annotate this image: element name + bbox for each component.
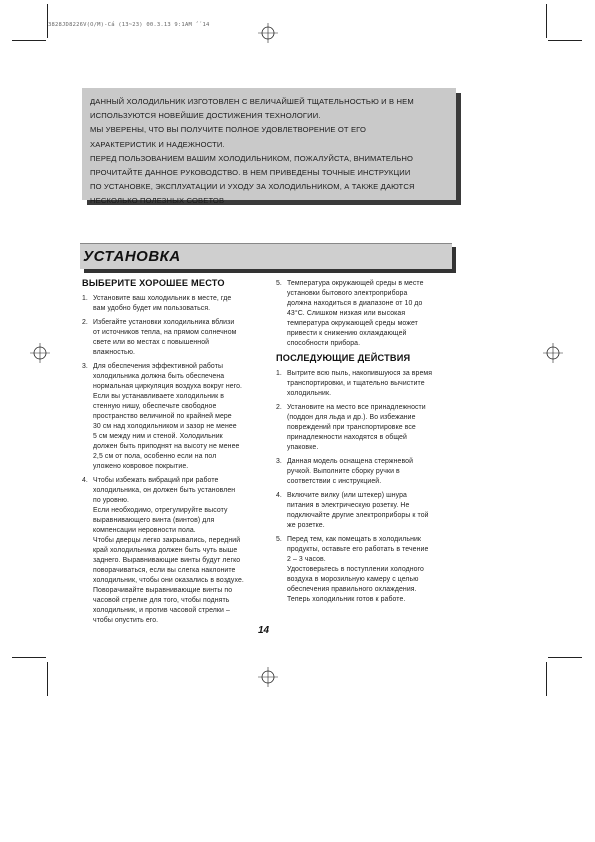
list-item-line: 30 см над холодильником и зазор не менее: [93, 423, 237, 430]
list-item-line: воздуха в морозильную камеру с целью: [287, 576, 419, 583]
crop-mark-bl-h: [12, 657, 46, 658]
crop-mark-tr-h: [548, 40, 582, 41]
list-item-number: 1.: [82, 295, 88, 302]
crop-mark-br-v: [546, 662, 547, 696]
list-item-line: Если вы устанавливаете холодильник в: [93, 393, 225, 400]
list-item-line: чтобы опустить его.: [93, 617, 159, 624]
list-item-line: пространство величиной по крайней мере: [93, 413, 232, 420]
page-number: 14: [258, 625, 270, 636]
crop-mark-tl-v: [47, 4, 48, 38]
list-item-line: часовой стрелке для того, чтобы поднять: [93, 597, 230, 604]
list-item-line: Для обеспечения эффективной работы: [93, 363, 224, 370]
list-item-line: поворачиваться, если вы слегка наклоните: [93, 567, 236, 574]
list-item-number: 4.: [276, 492, 282, 499]
intro-text: [82, 88, 456, 206]
crop-mark-tl-h: [12, 40, 46, 41]
list-item-line: подключайте другие электроприборы к той: [287, 512, 429, 519]
list-item-line: обеспечения правильного охлаждения.: [287, 586, 417, 593]
list-item-line: холодильника, он должен быть установлен: [93, 487, 236, 494]
list-item-line: ручкой. Выполните сборку ручки в: [287, 468, 400, 475]
list-item-line: установки бытового электроприбора: [287, 290, 408, 297]
list-item-line: холодильник, чтобы они оказались в воздухе.: [93, 577, 244, 584]
list-item-line: край холодильника должен быть чуть выше: [93, 547, 238, 554]
crop-mark-tr-v: [546, 4, 547, 38]
list-item-number: 2.: [276, 404, 282, 411]
list-item-line: должна находиться в диапазоне от 10 до: [287, 300, 423, 307]
list-item-line: Удостоверьтесь в поступлении холодного: [287, 566, 424, 573]
list-item-line: заднего. Выравнивающие винты будут легко: [93, 557, 241, 564]
list-item-line: Данная модель оснащена стержневой: [287, 458, 414, 465]
left-column: [82, 278, 272, 630]
intro-line: ПЕРЕД ПОЛЬЗОВАНИЕМ ВАШИМ ХОЛОДИЛЬНИКОМ, ПОЖАЛУЙСТА, ВНИМАТЕЛЬНО: [90, 153, 414, 163]
list-item-number: 2.: [82, 319, 88, 326]
list-item-line: питания в электрическую розетку. Не: [287, 502, 410, 509]
list-item-line: Поворачивайте выравнивающие винты по: [93, 587, 233, 594]
list-item-line: Включите вилку (или штекер) шнура: [287, 492, 407, 499]
list-item: [276, 491, 466, 531]
intro-line: МЫ УВЕРЕНЫ, ЧТО ВЫ ПОЛУЧИТЕ ПОЛНОЕ УДОВЛЕТВОРЕНИЕ ОТ ЕГО: [90, 125, 367, 135]
section-banner: [80, 243, 452, 269]
list-item-line: Установите ваш холодильник в месте, где: [93, 295, 232, 302]
list-item-line: Температура окружающей среды в месте: [287, 280, 424, 287]
list-item-line: 5 см между ним и стеной. Холодильник: [93, 433, 223, 440]
registration-mark-top: [258, 23, 278, 43]
list-item-number: 5.: [276, 280, 282, 287]
list-item-line: упаковке.: [287, 444, 319, 451]
list-item-line: температура окружающей среды может: [287, 320, 418, 327]
after-actions-list: [276, 369, 466, 605]
list-item-line: влажностью.: [93, 349, 135, 356]
list-item-line: уложено ковровое покрытие.: [93, 463, 189, 470]
location-list-continued: [276, 279, 466, 349]
registration-mark-right: [543, 343, 563, 363]
list-item-line: продукты, оставьте его работать в течение: [287, 546, 429, 553]
registration-mark-bottom: [258, 667, 278, 687]
list-item-number: 3.: [276, 458, 282, 465]
list-item-number: 1.: [276, 370, 282, 377]
list-item-line: компенсации неровности пола.: [93, 527, 196, 534]
list-item: [82, 362, 272, 472]
list-item-line: Чтобы дверцы легко закрывались, передний: [93, 537, 241, 544]
intro-line: ДАННЫЙ ХОЛОДИЛЬНИК ИЗГОТОВЛЕН С ВЕЛИЧАЙШЕЙ ТЩАТЕЛЬНОСТЬЮ И В НЕМ: [90, 97, 414, 106]
section-banner-title: УСТАНОВКА: [80, 243, 452, 269]
list-item-line: холодильник.: [287, 390, 332, 397]
list-item-line: холодильник, и против часовой стрелки –: [93, 607, 230, 614]
list-item-line: Вытрите всю пыль, накопившуюся за время: [287, 370, 433, 377]
list-item-line: же розетке.: [287, 522, 325, 529]
list-item-line: от источников тепла, на прямом солнечном: [93, 329, 237, 336]
right-column: [276, 279, 466, 609]
list-item-line: 43°C. Слишком низкая или высокая: [287, 310, 406, 317]
list-item-line: 2 – 3 часов.: [287, 556, 326, 563]
registration-mark-left: [30, 343, 50, 363]
list-item: [276, 279, 466, 349]
list-item-line: транспортировки, и тщательно вычистите: [287, 380, 425, 387]
list-item-line: вам удобно будет им пользоваться.: [93, 305, 211, 312]
list-item: [276, 457, 466, 487]
list-item-line: Установите на место все принадлежности: [287, 404, 426, 411]
list-item-line: должен быть приподнят на высоту не менее: [93, 443, 240, 450]
list-item-number: 3.: [82, 363, 88, 370]
crop-mark-br-h: [548, 657, 582, 658]
list-item-line: Избегайте установки холодильника вблизи: [93, 319, 235, 326]
list-item-line: выравнивающего винта (винтов) для: [93, 517, 215, 524]
list-item: [82, 318, 272, 358]
print-slug: 3828JD8226V(O/M)-Са́́́ (13~23) 00.3.13 9:1AM ́́́ ́ 14: [48, 22, 210, 28]
list-item-line: по уровню.: [93, 497, 130, 504]
intro-line: ХАРАКТЕРИСТИК И НАДЕЖНОСТИ.: [90, 139, 225, 149]
location-list: [82, 294, 272, 626]
list-item-line: стенную нишу, обеспечьте свободное: [93, 403, 217, 410]
intro-line: ПРОЧИТАЙТЕ ДАННОЕ РУКОВОДСТВО. В НЕМ ПРИВЕДЕНЫ ТОЧНЫЕ ИНСТРУКЦИИ: [90, 168, 411, 178]
list-item-line: Если необходимо, отрегулируйте высоту: [93, 507, 228, 514]
list-item: [82, 294, 272, 314]
list-item-line: Чтобы избежать вибраций при работе: [93, 477, 219, 484]
list-item-line: повреждений при транспортировке все: [287, 424, 416, 431]
intro-line: НЕСКОЛЬКО ПОЛЕЗНЫХ СОВЕТОВ: [90, 196, 225, 206]
list-item-line: нормальная циркуляция воздуха вокруг него.: [93, 383, 243, 390]
intro-line: ПО УСТАНОВКЕ, ЭКСПЛУАТАЦИИ И УХОДУ ЗА ХОЛОДИЛЬНИКОМ, А ТАКЖЕ ДАЮТСЯ: [90, 182, 415, 192]
list-item-line: принадлежности находятся в общей: [287, 434, 407, 441]
list-item-line: привести к снижению охлаждающей: [287, 330, 407, 337]
list-item-line: (поддон для льда и др.). Во избежание: [287, 414, 416, 421]
list-item-line: соответствии с инструкцией.: [287, 478, 382, 485]
crop-mark-bl-v: [47, 662, 48, 696]
list-item-line: 2,5 см от пола, особенно если на пол: [93, 453, 217, 460]
list-item: [82, 476, 272, 626]
list-item-line: Теперь холодильник готов к работе.: [287, 596, 406, 603]
list-item: [276, 535, 466, 605]
list-item-line: свете или во местах с повышенной: [93, 339, 210, 346]
section-title-location: ВЫБЕРИТЕ ХОРОШЕЕ МЕСТО: [82, 278, 225, 288]
list-item: [276, 369, 466, 399]
list-item-line: холодильника должна быть обеспечена: [93, 373, 225, 380]
list-item: [276, 403, 466, 453]
list-item-line: Перед тем, как помещать в холодильник: [287, 536, 422, 543]
intro-panel: [82, 88, 456, 206]
list-item-number: 5.: [276, 536, 282, 543]
list-item-line: способности прибора.: [287, 340, 361, 347]
intro-line: ИСПОЛЬЗУЮТСЯ НОВЕЙШИЕ ДОСТИЖЕНИЯ ТЕХНОЛОГИИ.: [90, 111, 321, 121]
list-item-number: 4.: [82, 477, 88, 484]
section-title-after-actions: ПОСЛЕДУЮЩИЕ ДЕЙСТВИЯ: [276, 353, 411, 363]
